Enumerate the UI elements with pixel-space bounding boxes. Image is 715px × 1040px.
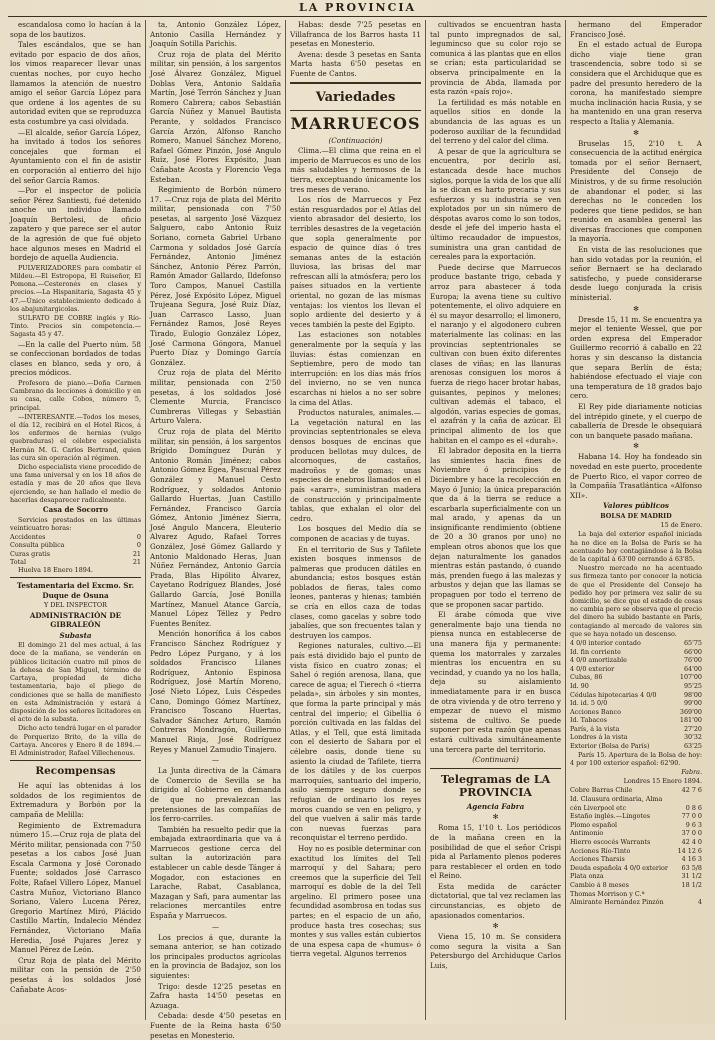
masthead-rule xyxy=(8,16,707,17)
paragraph: —El alcalde, señor García López, ha invitado á todos los señores concejales que forman el Ayuntamiento con el fin de asistir en corporación al entierro del hijo del señor García Ramos. xyxy=(10,127,141,185)
divider: — xyxy=(212,922,219,931)
table-cell-label: Deuda española 4 0/0 exterior xyxy=(570,863,668,872)
paragraph: La Junta directiva de la Cámara de Comercio de Sevilla se ha dirigido al Gobierno en demanda de que no prevalezcan las pretensiones de las compañías de los ferro-carriles. xyxy=(150,766,281,824)
divider xyxy=(10,577,141,578)
table-cell-value: 64'00 xyxy=(683,664,702,673)
paragraph: Cruz roja de plata del Mérito militar, sin pensión, á los sargentos José Álvarez González, Miguel Doblas Vera, Antonio Saldaña Martín, José Terrón Sánchez y Juan Romero Cabrera; cabos Sebastián García Núñez y Manuel Bautista Perante, y soldados Francisco García Arzón, Alfonso Rancho Romero, Manuel Sánchez Moreno, Rafael Gómez Pinzón, José Angulo Ruiz, José Flores Expósito, Juan Cañabate Acosta y Florencio Vega Esteban. xyxy=(150,49,281,184)
table-cell-value: 98'00 xyxy=(683,690,702,699)
table-cell-label: Id. Clausura ordinaria, Alma xyxy=(570,795,663,804)
paris-line: París 15. Apertura de la Bolsa de hoy: 4 por 100 exterior español: 62'90. xyxy=(570,750,702,767)
paragraph: hermano del Emperador Francisco José. xyxy=(570,20,702,39)
valores-heading: Valores públicos xyxy=(603,501,669,511)
table-cell-label: Plomo español xyxy=(570,820,618,829)
table-cell-label: Acciones Banco xyxy=(570,707,621,716)
table-cell-label: Cobre Barras Chile xyxy=(570,786,633,795)
table-row: Consulta pública 0 xyxy=(10,541,141,550)
agencia-label: Agencia Fabra xyxy=(466,801,525,811)
table-cell-value: 37 0 0 xyxy=(681,829,702,838)
paragraph: Bruselas 15, 2'10 t. A consecuencia de la actitud enérgica tomada por el señor Bernaert, Presidente del Consejo de Ministros, y de su firme resolución de abandonar el poder, si las derechas no le conceden los poderes que tiene pedidos, se han reunido en asamblea general las diversas fracciones que componen la mayoría. xyxy=(570,138,702,244)
paragraph: Las estaciones son notables generalmente por la sequía y las lluvias: éstas comienzan en Septiembre, pero de modo tan interrupción: en los días más fríos del invierno, no se ven nunca escarchas ni hielos a no ser sobre la cima del Atlas. xyxy=(290,330,421,407)
paragraph: Clima.—El clima que reina en el imperio de Marruecos es uno de los más saludables y hermosos de la tierra, exceptuando únicamente los tres meses de verano. xyxy=(290,146,421,194)
table-cell-label: Cambio á 8 meses xyxy=(570,881,629,890)
bolsa-date: 15 de Enero. xyxy=(660,521,702,530)
table-cell-value: 63 5/8 xyxy=(681,863,702,872)
table-row xyxy=(570,699,702,708)
table-row xyxy=(570,742,702,751)
finance-table xyxy=(570,786,702,906)
paragraph: En vista de las resoluciones que han sido votadas por la reunión, el señor Bernaert se ha declarado satisfecho, y puede considerarse desde luego conjurada la crisis ministerial. xyxy=(570,245,702,303)
variedades-box xyxy=(290,82,421,111)
paragraph: He aquí las obtenidas á los soldados de los regimientos de Extremadura y Borbón por la campaña de Melilla: xyxy=(10,781,141,819)
london-date: Londres 15 Enero 1894. xyxy=(623,777,702,786)
table-row xyxy=(570,838,702,847)
table-cell-value: 76'00 xyxy=(683,656,702,665)
marruecos-heading: MARRUECOS xyxy=(290,113,421,133)
divider: ✻ xyxy=(633,442,639,451)
table-row: Accidentes 0 xyxy=(10,533,141,542)
table-row xyxy=(570,673,702,682)
paragraph: Dresde 15, 11 m. Se encuentra ya mejor el teniente Wessel, que por orden expresa del Emperador Guillermo recorrió á caballo en 22 horas y sin descanso la distancia que separa Berlín de ésta; habiéndose efectuado el viaje con una temperatura de 18 grados bajo cero. xyxy=(570,314,702,401)
paragraph: ta, Antonio González López, Antonio Casilla Hernández y Joaquín Sotilla Parichis. xyxy=(150,20,281,49)
table-date: Huelva 18 Enero 1894. xyxy=(18,565,93,574)
paragraph: Habana 14. Hoy ha fondeado sin novedad en este puerto, procedente de Puerto Rico, el vapor correo de la Compañía Trasatlántica «Alfonso XII». xyxy=(570,452,702,500)
table-cell-value: 31 1/2 xyxy=(681,872,702,881)
testamentaria-title: Testamentaria del Excmo. Sr. Duque de Osuna xyxy=(16,581,135,600)
paragraph: Cruz roja de plata del Mérito militar, pensionada con 2'50 pesetas, á los soldados José Clemente Murcia, Francisco Cumbreras Villegas y Sebastián Arturo Valera. xyxy=(150,368,281,426)
paragraph: Puede decirse que Marruecos produce bastante trigo, cebada y arroz para abastecer á toda Europa; la avena tiene su cultivo potentemente, el olivo adquiere en él su mayor desarrollo; el limonero, el naranjo y el algodonero cubren materialmente las colinas: en las provincias septentrionales se cultivan con buen éxito diferentes clases de viñas; en las llanuras arenosas consiguen los moros á fuerza de riego hacer brotar habas, guisantes, pepinos y melones; cultivan además el tabaco, el algodón, varias especies de gomas, el azafrán y la caña de azúcar. El principal alimento de los que habitan en el campo es el «durah». xyxy=(430,262,561,445)
advertisement: SULFATO DE COBRE inglés y Río-Tinto. Precios sin competencia.—Sagasta 45 y 47. xyxy=(10,314,141,339)
variedades-heading: Variedades xyxy=(315,89,396,105)
paragraph: Roma 15, 1'10 t. Los periódicos de la mañana creen en la posibilidad de que el señor Crispi pida al Parlamento plenos poderes para restablecer el orden en todo el Reino. xyxy=(430,823,561,881)
finance-table xyxy=(570,639,702,751)
advertisement: —INTERESANTE.—Todos los meses, el día 12, recibirá en el Hotel Ricos, á los enfermos de hernias (vulgo quebraduras) el célebre especialista Hernán M. G. Carlos Bertrand, quien las cura sin operación al régimen. xyxy=(10,412,141,462)
table-row xyxy=(570,890,702,899)
table-cell-label: Estaño inglés.—Lingotes xyxy=(570,812,651,821)
advertisement: Profesora de piano.—Doña Carmen Cambrano da lecciones á domicilio y en su casa, calle Cobos, número 5, principal. xyxy=(10,379,141,412)
table-cell-value: 95'25 xyxy=(683,681,702,690)
table-cell-label: Hierro escocés Warrants xyxy=(570,838,651,847)
paragraph: El labrador deposita en la tierra las simientes hacia fines de Noviembre ó principios de Diciembre y hace la recolección en Mayo ó Junio; la única preparación que da á la tierra se reduce a escarbarla superficialmente con un mal arado, y apenas da un insignificante rendimiento (obtiene de 20 a 30 granos por uno) no emplean otros abonos que los que dejan naturalmente los ganados mientras están pastando, ó cuando más, prenden fuego á las malezas y arbustos y dejan que las llamas se propaguen por todo el terreno de que se proponen sacar partido. xyxy=(430,446,561,609)
paragraph: Regimiento de Extremadura número 15.—Cruz roja de plata del Mérito militar, pensionada con 7'50 pesetas a los cabos José Juan Escala Carmona y José Coronado Fuente; soldados José Carrasco Folte, Rafael Villero López, Manuel Castra Muñoz, Victoriano Blanco Soriano, Valero Lucena Pérez, Gregorio Martínez Miró, Plácido Castillo Martín, Indalecio Méndez Fernández, Victoriano Maña Heredia, José Pujares Jerez y Manuel Pérez de León. xyxy=(10,820,141,955)
table-row xyxy=(570,804,702,813)
table-row: Total 21 xyxy=(10,557,141,566)
table-row xyxy=(570,855,702,864)
column-1 xyxy=(6,20,146,1020)
casa-socorro-subtitle: Servicios prestados en las últimas veinticuatro horas: xyxy=(10,515,141,532)
advertisement: PULVERIZADORES para combatir el Mildeu.—El Estropopa, El Ruiseñor, El Pomona.—Cesteronés en clases y precios.—La Hispanitaria, Sagasta 45 y 47.—Único establecimiento dedicado á los abajunitargicolas. xyxy=(10,263,141,313)
table-row xyxy=(570,847,702,856)
table-cell-label: Acciones Río-Tinto xyxy=(570,846,631,855)
table-cell-value: 4 16 3 xyxy=(681,855,702,864)
table-cell-label: Acciones Tharsis xyxy=(570,855,625,864)
paragraph: Trigo: desde 12'25 pesetas en Zafra hasta 14'50 pesetas en Azuaga. xyxy=(150,981,281,1010)
table-cell-label: Antimonio xyxy=(570,829,604,838)
divider: ✻ xyxy=(633,304,639,313)
paragraph: Esta medida de carácter dictatorial, que tal vez reclamen las circunstancias, es objeto de apasionados comentarios. xyxy=(430,881,561,920)
paragraph: Cruz roja de plata del Mérito militar, sin pensión, á los sargentos Brígido Domínguez Durán y Antonio Román Jiménez; cabos Antonio Gómez Egea, Pascual Pérez González y Manuel Cesto Rodríguez, y soldados Antonio Gallardo Huertas, Juan Castillo Fernández, Francisco García Gómez, Antonio Jiménez Sierra, José Angulo Mancera, Eleuterio Alvarez Agudo, Rafael Torres González, José Gómez Gallardo y Antonio Maldonado Heras, Juan Núñez Fernández, Antonio García Prada, Blas Hipólito Álvarez, Cayetano Rodríguez Blandes, José Gallardo García, José Bonilla Martínez, Manuel Atance García, Manuel López Téllez y Pedro Fuentes Benítez. xyxy=(150,426,281,628)
table-row: Curas gratis 21 xyxy=(10,549,141,558)
table-cell-label: Exterior (Bolsa de París) xyxy=(570,742,650,751)
paragraph: Dicho acto tendrá lugar en el parador de Porquerizo Brito, de la villa de Cartaya. Ancores y Enero 8 de 1894.—El Administrador, Rafael Villechenous. xyxy=(10,724,141,757)
masthead-title: LA PROVINCIA xyxy=(298,1,417,14)
divider: — xyxy=(212,756,219,765)
table-cell-value: 18 1/2 xyxy=(681,881,702,890)
table-row xyxy=(570,691,702,700)
table-row xyxy=(570,795,702,804)
paragraph: Los ríos de Marruecos y Fez están resguardados por el Atlas del viento abrasador del desierto, los terribles desastres de la vegetación que sopla generalmente por espacio de quince días ó tres semanas antes de la estación lluviosa, las brisas del mar refrescan allí la atmósfera; pero los países situados en la vertiente oriental, no gozan de las mismas ventajas: los vientos los llevan el soplo ardiente del desierto y á veces también la peste del Egipto. xyxy=(290,195,421,329)
table-cell-value: 42 4 0 xyxy=(681,838,702,847)
divider: ✻ xyxy=(633,128,639,137)
table-row xyxy=(570,829,702,838)
table-cell-value: 9 6 3 xyxy=(685,820,702,829)
table-cell-value: 99'00 xyxy=(683,699,702,708)
paragraph: Viena 15, 10 m. Se considera como segura la visita a San Petersburgo del Archiduque Carlos Luis, xyxy=(430,932,561,971)
table-row xyxy=(570,786,702,795)
columns xyxy=(6,20,709,1040)
table-cell-value: 14 12 6 xyxy=(677,846,702,855)
table-row xyxy=(570,821,702,830)
table-cell-label: Id. 90 xyxy=(570,681,589,690)
column-2 xyxy=(146,20,286,1040)
casa-socorro-title: Casa de Socorro xyxy=(42,505,109,515)
column-3 xyxy=(286,20,426,1020)
administracion-title: ADMINISTRACIÓN DE GIBRALEÓN xyxy=(29,610,122,630)
divider: ✻ xyxy=(492,922,499,931)
paragraph: También ha resuelto pedir que la embajada extraordinaria que va á Marruecos gestione cerca del sultan la autorización para establecer un cable desde Tánger á Mogador, con estaciones en Larache, Rabat, Casablanca, Mazagan y Safi, para aumentar las relaciones mercantiles entre España y Marruecos. xyxy=(150,824,281,921)
telegramas-heading: Telegramas de LA PROVINCIA xyxy=(440,772,551,799)
continuacion-label: (Continuación) xyxy=(328,135,383,145)
table-row xyxy=(570,898,702,907)
table-row xyxy=(570,682,702,691)
table-row xyxy=(570,665,702,674)
table-cell-label: Londres á la vista xyxy=(570,733,628,742)
testamentaria-subtitle: Y DEL INSPECTOR xyxy=(44,601,107,610)
paragraph: El árabe cómoda que vive generalmente bajo una tienda no piensa nunca en establecerse de una manera fija y permanente: quema los matorrales y zarzales mientras los encuentra en su vecindad, y cuando ya no los halla, deja su aislamiento inmediatamente para ir en busca de otra vivienda y de otro terreno y empezar de nuevo el mismo sistema de cultivo. Se puede suponer por esta razón que apenas estará cultivada simultáneamente una tercera parte del territorio. xyxy=(430,610,561,754)
paragraph: Los precios á que, durante la semana anterior, se han cotizado los principales productos agrícolas en la provincia de Badajoz, son los siguientes: xyxy=(150,932,281,980)
table-cell-value: 369'00 xyxy=(679,707,702,716)
table-cell-label: Almirante Hernández Pinzón xyxy=(570,898,664,907)
paragraph: Habas: desde 7'25 pesetas en Villafranca de los Barros hasta 11 pesetas en Monesterio. xyxy=(290,20,421,49)
paragraph: Regimiento de Borbón número 17. —Cruz roja de plata del Mérito militar, pensionada con 7'50 pesetas, al sargento José Vázquez Salguero, cabo Antonio Ruiz Soriano, corneta Gabriel Urbano Carmona y soldados José García Fernández, Antonio Jiménez Sánchez, Antonio Pérez Parrón, Ramón Amador Gallardo, Ildefonso Toro Campos, Manuel Castilla Pérez, José Expósito López, Miguel Trujeana Segura, José Ruiz Díaz, Juan Carrasco Lasso, Juan Fernández Ramos, José Reyes Tirado, Eulogio González López, José Carmona Góngora, Manuel Puerto Díaz y Domingo García González. xyxy=(150,185,281,367)
divider xyxy=(10,760,141,761)
table-row xyxy=(570,708,702,717)
paragraph: Cebada: desde 4'50 pesetas en Fuente de la Reina hasta 6'50 pesetas en Monesterio. xyxy=(150,1011,281,1040)
table-cell-label: Plata onza xyxy=(570,872,604,881)
paragraph: Productos naturales, animales.—La vegetación natural en las provincias septentrionales se eleva densos bosques de encinas que producen bellotas muy dulces, de alcornoques, de castaños, madroños y de gomas; unas especies de enebros llamados en el país «ararr», suministran madera de construcción y principalmente tablas, que exhalan el olor del cedro. xyxy=(290,408,421,523)
table-row xyxy=(570,716,702,725)
divider xyxy=(430,768,561,769)
table-cell-label: 4 0/0 interior contado xyxy=(570,638,641,647)
column-5 xyxy=(566,20,706,1020)
table-row xyxy=(570,639,702,648)
paragraph: Regiones naturales, cultivo.—El país está dividido bajo el punto de vista físico en cuatro zonas; el Sahel ó región arenosa, llana, que carece de agua; el Tierech ó «tierra pelada», sin árboles y sin montes, que forma la parte principal y más central del imperio; el Gibellia ó porción cultivada en las faldas del Atlas, y el Tell, que está limitada con el desierto de Sahara por el célebre oasis, donde tiene su asiento la ciudad de Tafilete, tierra de los dátiles y de los cuerpos marroquíes, santuario del imperio, asilo siempre seguro donde se refugian de ordinario los reyes moros cuando se ven en peligro, y del que vuelven á salir más tarde con nuevas fuerzas para reconquistar el terreno perdido. xyxy=(290,641,421,843)
paragraph: La fertilidad es más notable en aquellos sitios en donde la abundancia de las aguas es un poderoso auxiliar de la fecundidad del terreno y del calor del clima. xyxy=(430,97,561,146)
recompensas-heading: Recompensas xyxy=(35,765,116,778)
table-cell-label: Cédulas hipotecarias 4 0/0 xyxy=(570,690,657,699)
table-row xyxy=(570,881,702,890)
continuara-label: (Continuará) xyxy=(472,755,519,765)
table-cell-label: Id. id. 5 0/0 xyxy=(570,699,608,708)
paragraph: escandalosa como lo hacían á la sopa de los bautizos. xyxy=(10,20,141,39)
table-row xyxy=(570,648,702,657)
paragraph: —Por el inspector de policía señor Pérez Santiesti, fué detenido anoche un individuo llamado Joaquín Bertolesi, de oficio zapatero y que parece ser el autor de la agresión de que fué objeto hace algunos meses en Madrid el bordejo de aquella Audiencia. xyxy=(10,186,141,263)
table-cell-label: Thomas Morrison y C.ª xyxy=(570,889,645,898)
paragraph: Cruz Roja de plata del Mérito militar con la pensión de 2'50 pesetas á los soldados José Cañabate Acos- xyxy=(10,955,141,994)
table-cell-value: 42 7 6 xyxy=(681,786,702,795)
paragraph: El domingo 21 del mes actual, á las doce de la mañana, se venderán en públicos licitación cuatro mil pinos de la dehesa de San Miguel, término de Cartaya, propiedad de dicha testamentaria, bajo el pliego de condiciones que se halla de manifiesto en esta Administración y estará á disposición de los señores licitadores en el acto de la subasta. xyxy=(10,641,141,724)
paragraph: En el estado actual de Europa dicho viaje tiene gran trascendencia, sobre todo si se considera que el Archiduque que es padre del presunto heredero de la corona, ha manifestado siempre mucha inclinación hacia Rusia, y se ha mantenido en una gran reserva respecto a Italia y Alemania. xyxy=(570,40,702,126)
paragraph: cultivados se encuentran hasta tal punto impregnados de sal, legumincso que su color rojo se comunica á las plantas que en ellos se crían; esta particularidad se observa principalmente en la provincia de Abda, llamada por esta razón «país rojo». xyxy=(430,20,561,97)
paragraph: El Rey pide diariamente noticias del intrépido ginete, y el cuerpo de caballería de Dresde le obsequiará con un banquete pasado mañana. xyxy=(570,401,702,440)
advertisement: Dicho especialista viene procedido de una fama universal y en los 18 años de estadía y mas de 20 años que lleva ejerciendo, se han hallado el medio de hacerlas desaparecer radicalmente. xyxy=(10,463,141,504)
table-cell-label: 4 0/0 exterior xyxy=(570,664,615,673)
bolsa-heading: BOLSA DE MADRID xyxy=(600,511,672,520)
table-row xyxy=(570,864,702,873)
table-cell-value: 77 0 0 xyxy=(681,812,702,821)
table-cell-label: cén Liverpool etc xyxy=(570,803,627,812)
paragraph: A pesar de que la agricultura se encuentra, por decirlo así, estancada desde hace muchos siglos, porque la vida de los que allí la se dican es harto precaria y sus esfuerzos y su industria se ven explotados por un sin número de déspotas avaros como lo son todos, desde el jefe del imperio hasta el último recaudador de impuestos, suministra una gran cantidad de cereales para la exportación. xyxy=(430,146,561,262)
divider: ✻ xyxy=(492,813,499,822)
table-cell-value: 107'00 xyxy=(679,673,702,682)
table-cell-value: 65'75 xyxy=(683,638,702,647)
table-cell-label: París, á la vista xyxy=(570,724,620,733)
table-cell-value: 27'20 xyxy=(683,724,702,733)
paragraph: En el territorio de Sus y Tafilete existen bosques inmensos de palmeras que producen dátiles en abundancia; estos bosques están poblados de fieras, tales como leones, panteras y hienas; también se cría en ellos caza de todas clases, como gacelas y sobre todo jabalíes, que son frecuentes talan y destruyen los campos. xyxy=(290,544,421,640)
table-cell-label: 4 0/0 amortizable xyxy=(570,656,627,665)
services-table xyxy=(10,533,141,566)
table-cell-value: 181'00 xyxy=(679,716,702,725)
table-cell-value: 4 xyxy=(697,898,702,907)
table-cell-value: 30'32 xyxy=(683,733,702,742)
table-cell-value: 0 8 6 xyxy=(685,803,702,812)
table-cell-label: Cubas, 86 xyxy=(570,673,603,682)
paragraph: Avena: desde 3 pesetas en Santa Marta hasta 6'50 pesetas en Fuente de Cantos. xyxy=(290,49,421,78)
paragraph: Tales escándalos, que se han evitado por espacio de dos años, los vimos reaparecer llevar unas cuentas noches, por cuyo hecho llamamos la atención de nuestro amigo el señor García López para que ordene á los agentes de su autoridad eviten que se reproduzca esta costumbre ya casi olvidada. xyxy=(10,40,141,126)
column-4 xyxy=(426,20,566,1020)
table-row xyxy=(570,872,702,881)
table-cell-value: 66'00 xyxy=(683,647,702,656)
paragraph: La baja del exterior español iniciada ha no dice en la Bolsa de París se ha acentuado hoy contagiándose á la Bolsa de la capital á 63'00 cerrando á 63'85. xyxy=(570,530,702,563)
table-cell-label: Id. fin corriente xyxy=(570,647,621,656)
fabra-signature: Fabra. xyxy=(681,768,702,777)
table-row xyxy=(570,733,702,742)
table-row xyxy=(570,725,702,734)
paragraph: Los bosques del Medio día se componen de acacias y de tuyas. xyxy=(290,524,421,543)
paragraph: Mención honorífica á los cabos Francisco Sánchez Rodríguez y Pedro López Purgano, y á los soldados Francisco Lilanes Rodríguez, Antonio Espinosa Rodríguez, José Martín Moreno, José Nieto López, Luis Céspedes Cano, Domingo Gómez Martínez, Francisco Toscano Huertas, Salvador Sánchez Arturo, Ramón Contreras Mondragón, Guillermo Manuel Rioja, José Rodríguez Reyes y Manuel Zamudio Tinajero. xyxy=(150,629,281,754)
paragraph: Nuestro mercado no ha acentuado sus firmeza tanto por conocer la noticia de que el Presidente del Consejo ha pedido hoy por primera vez salir de su domicilio, se dice que el estado de cosas no cambia pero se observa que el precio del dinero ha subido bastante en París, contagiando al mercado de valores sin que se haya notado un descenso. xyxy=(570,564,702,638)
table-cell-value: 63'25 xyxy=(683,742,702,751)
subasta-title: Subasta xyxy=(59,630,92,640)
table-row xyxy=(570,812,702,821)
table-cell-label: Id. Tabacos xyxy=(570,716,607,725)
paragraph: Hoy no es posible determinar con exactitud los límites del Tell marroquí y del Sahara; pero creemos que la superficie del Tell marroquí es doble de la del Tell argelino. El primero posee una fecundidad asombrosa en todas sus partes; en el espacio de un año, produce hasta tres cosechas; sus montes y sus valles están cubiertos de una espesa capa de «humus» ó tierra vegetal. Algunos terrenos xyxy=(290,843,421,959)
paragraph: —En la calle del Puerto núm. 58 se confeccionan bordados de todas clases en blanco, seda y oro, á precios módicos. xyxy=(10,339,141,378)
table-row xyxy=(570,656,702,665)
